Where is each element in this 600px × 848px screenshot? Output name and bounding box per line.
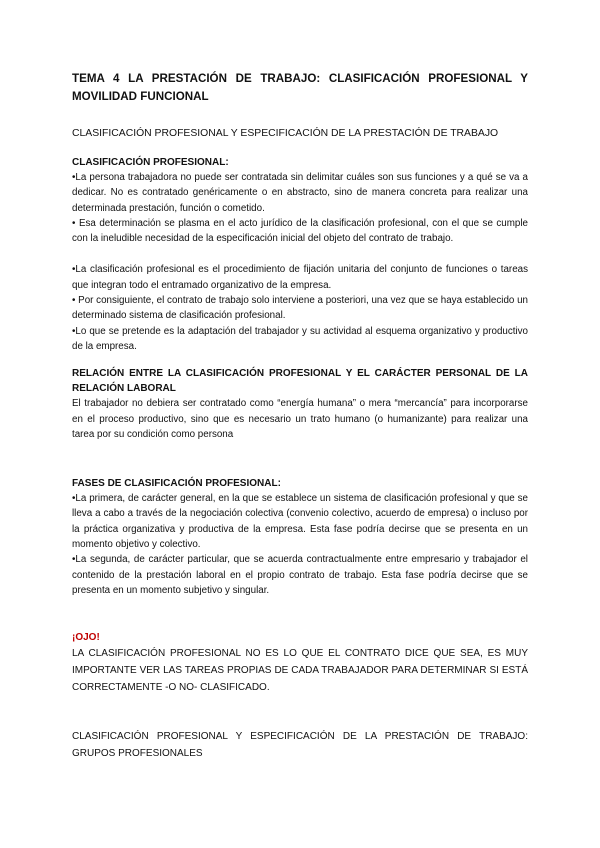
heading-relacion: RELACIÓN ENTRE LA CLASIFICACIÓN PROFESIONAL Y EL CARÁCTER PERSONAL DE LA RELACIÓN LABORAL bbox=[72, 368, 528, 395]
footer-heading: CLASIFICACIÓN PROFESIONAL Y ESPECIFICACIÓN DE LA PRESTACIÓN DE TRABAJO: GRUPOS PROFESIONALES bbox=[72, 731, 528, 760]
ojo-label: ¡OJO! bbox=[72, 632, 100, 644]
paragraph: •La primera, de carácter general, en la que se establece un sistema de clasificación profesional y que se lleva a cabo a través de la negociación colectiva (convenio colectivo, acuerdo de empresa) o incluso por la práctica organizativa y productiva de la empresa. Esta fase podría decirse que se presenta en un momento objetivo y colectivo. bbox=[72, 493, 528, 551]
paragraph: •La segunda, de carácter particular, que se acuerda contractualmente entre empresario y trabajador el contenido de la prestación laboral en el propio contrato de trabajo. Esta fase podría decirse que se presenta en un momento subjetivo y singular. bbox=[72, 554, 528, 596]
document-title: TEMA 4 LA PRESTACIÓN DE TRABAJO: CLASIFICACIÓN PROFESIONAL Y MOVILIDAD FUNCIONAL bbox=[72, 72, 528, 103]
paragraph: • Esa determinación se plasma en el acto jurídico de la clasificación profesional, con el que se cumple con la ineludible necesidad de la especificación inicial del objeto del contrato de trabajo. bbox=[72, 217, 528, 245]
heading-fases: FASES DE CLASIFICACIÓN PROFESIONAL: bbox=[72, 478, 281, 490]
heading-clasificacion: CLASIFICACIÓN PROFESIONAL: bbox=[72, 157, 229, 168]
section-subtitle: CLASIFICACIÓN PROFESIONAL Y ESPECIFICACIÓN DE LA PRESTACIÓN DE TRABAJO bbox=[72, 128, 499, 139]
paragraph: El trabajador no debiera ser contratado como “energía humana” o mera “mercancía” para incorporarse en el proceso productivo, sino que es necesario un trato humano (o humanizante) para realizar una tarea por su condición como persona bbox=[72, 398, 528, 440]
paragraph: •La persona trabajadora no puede ser contratada sin delimitar cuáles son sus funciones y a qué se va a dedicar. No es contratado genéricamente o en abstracto, sino de manera concreta para realizar una determinada prestación, función o cometido. bbox=[72, 172, 528, 214]
ojo-text: LA CLASIFICACIÓN PROFESIONAL NO ES LO QUE EL CONTRATO DICE QUE SEA, ES MUY IMPORTANTE VER LAS TAREAS PROPIAS DE CADA TRABAJADOR PARA DETERMINAR SI ESTÁ CORRECTAMENTE -O NO- CLASIFICADO. bbox=[72, 648, 528, 694]
paragraph: •La clasificación profesional es el procedimiento de fijación unitaria del conjunto de funciones o tareas que integran todo el entramado organizativo de la empresa. bbox=[72, 264, 528, 291]
document-page bbox=[72, 70, 528, 762]
paragraph: •Lo que se pretende es la adaptación del trabajador y su actividad al esquema organizativo y productivo de la empresa. bbox=[72, 325, 528, 352]
paragraph: • Por consiguiente, el contrato de trabajo solo interviene a posteriori, una vez que se haya establecido un determinado sistema de clasificación profesional. bbox=[72, 295, 528, 322]
